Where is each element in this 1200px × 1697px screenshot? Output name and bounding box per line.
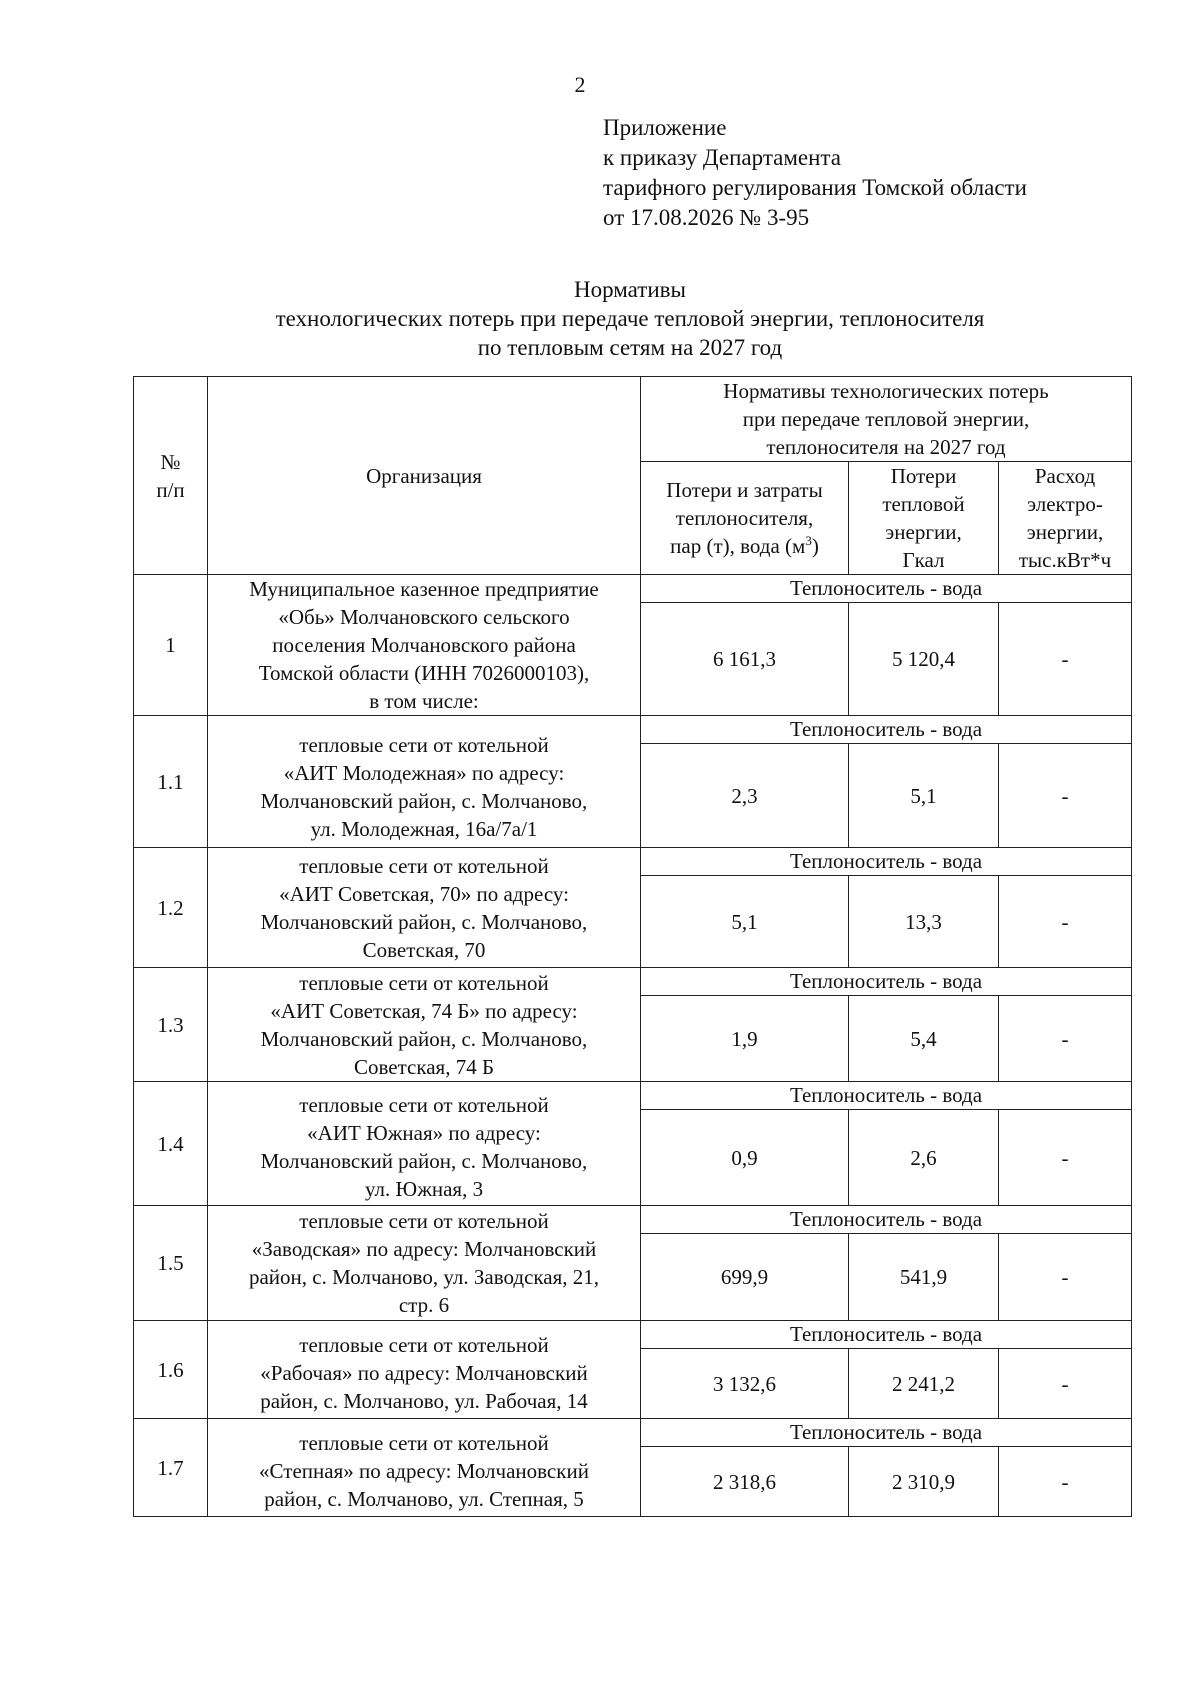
org-line: тепловые сети от котельной [299, 1209, 549, 1233]
org-line: тепловые сети от котельной [299, 1332, 549, 1357]
header-heat-line: энергии, [885, 520, 962, 544]
header-heat-line: Гкал [902, 548, 945, 572]
appendix-block [603, 113, 1027, 233]
row-number: 1.4 [134, 1082, 208, 1206]
organization-cell [208, 968, 641, 1082]
organization-cell [208, 848, 641, 968]
title-line: Нормативы [574, 277, 686, 302]
table-row [134, 968, 1132, 996]
org-line: тепловые сети от котельной [299, 970, 549, 995]
organization-cell [208, 1206, 641, 1321]
power-value: - [999, 1110, 1132, 1206]
org-line: «АИТ Южная» по адресу: [307, 1120, 541, 1145]
appendix-line: от 17.08.2026 № 3-95 [603, 205, 810, 230]
table-row [134, 1321, 1132, 1349]
header-num-line: № [160, 449, 181, 474]
document-title [130, 275, 1130, 362]
power-value: - [999, 876, 1132, 968]
organization-cell [208, 716, 641, 848]
org-line: Советская, 74 Б [353, 1054, 495, 1079]
header-group-line: при передаче тепловой энергии, [742, 407, 1030, 431]
organization-cell [208, 1419, 641, 1517]
header-power-line: энергии, [1026, 520, 1104, 544]
row-number: 1 [134, 575, 208, 716]
header-power-line: тыс.кВт*ч [1018, 548, 1112, 572]
org-line: стр. 6 [398, 1293, 450, 1317]
organization-cell [208, 1082, 641, 1206]
coolant-loss-value: 2 318,6 [641, 1447, 849, 1517]
heat-loss-value: 2 241,2 [849, 1349, 999, 1419]
header-loss-line: теплоносителя, [675, 506, 814, 530]
coolant-loss-value: 6 161,3 [641, 603, 849, 716]
org-line: тепловые сети от котельной [299, 1092, 549, 1117]
org-line: ул. Молодежная, 16а/7а/1 [310, 816, 538, 841]
header-loss-line: Потери и затраты [666, 478, 823, 502]
row-number: 1.3 [134, 968, 208, 1082]
header-heat-line: тепловой [882, 492, 965, 516]
header-power-line: Расход [1034, 464, 1096, 488]
coolant-type: Теплоноситель - вода [641, 848, 1132, 876]
row-number: 1.1 [134, 716, 208, 848]
org-line: тепловые сети от котельной [299, 1430, 549, 1455]
org-line: поселения Молчановского района [272, 633, 576, 657]
coolant-loss-value: 5,1 [641, 876, 849, 968]
power-value: - [999, 603, 1132, 716]
org-line: в том числе: [369, 689, 479, 713]
coolant-type: Теплоноситель - вода [641, 1206, 1132, 1234]
row-number: 1.6 [134, 1321, 208, 1419]
appendix-line: тарифного регулирования Томской области [603, 175, 1027, 200]
appendix-line: Приложение [603, 115, 727, 140]
org-line: Советская, 70 [362, 937, 486, 962]
header-loss-line: пар (т), вода $(м^3)$ [670, 533, 819, 558]
table-row [134, 575, 1132, 603]
org-line: Томской области (ИНН 7026000103), [258, 661, 590, 685]
heat-loss-value: 2 310,9 [849, 1447, 999, 1517]
org-line: район, с. Молчаново, ул. Степная, 5 [264, 1486, 584, 1511]
org-line: «АИТ Советская, 70» по адресу: [279, 881, 569, 906]
table-row [134, 1206, 1132, 1234]
power-value: - [999, 744, 1132, 848]
org-line: Молчановский район, с. Молчаново, [260, 1026, 588, 1051]
power-value: - [999, 1447, 1132, 1517]
header-num-line: п/п [156, 477, 185, 502]
norms-table [133, 376, 1132, 1517]
org-line: Молчановский район, с. Молчаново, [260, 788, 588, 813]
coolant-loss-value: 0,9 [641, 1110, 849, 1206]
coolant-type: Теплоноситель - вода [641, 575, 1132, 603]
org-line: тепловые сети от котельной [299, 853, 549, 878]
row-number: 1.5 [134, 1206, 208, 1321]
header-heat-loss [849, 462, 999, 575]
table-row [134, 716, 1132, 744]
table-row [134, 1419, 1132, 1447]
org-line: «АИТ Советская, 74 Б» по адресу: [270, 998, 578, 1023]
header-coolant-loss [641, 462, 849, 575]
coolant-loss-value: 1,9 [641, 996, 849, 1082]
org-line: Муниципальное казенное предприятие [249, 577, 599, 601]
power-value: - [999, 1234, 1132, 1321]
title-line: по тепловым сетям на 2027 год [477, 335, 783, 360]
row-number: 1.2 [134, 848, 208, 968]
org-line: «АИТ Молодежная» по адресу: [283, 760, 565, 785]
org-line: Молчановский район, с. Молчаново, [260, 1148, 588, 1173]
table-row [134, 1082, 1132, 1110]
power-value: - [999, 996, 1132, 1082]
header-organization: Организация [208, 377, 641, 575]
coolant-loss-value: 3 132,6 [641, 1349, 849, 1419]
heat-loss-value: 2,6 [849, 1110, 999, 1206]
title-line: технологических потерь при передаче тепловой энергии, теплоносителя [275, 306, 985, 331]
org-line: «Обь» Молчановского сельского [278, 605, 570, 629]
table-row [134, 848, 1132, 876]
heat-loss-value: 541,9 [849, 1234, 999, 1321]
heat-loss-value: 5,4 [849, 996, 999, 1082]
header-group-line: теплоносителя на 2027 год [766, 435, 1006, 459]
org-line: «Рабочая» по адресу: Молчановский [260, 1360, 588, 1385]
heat-loss-value: 5 120,4 [849, 603, 999, 716]
header-power-line: электро- [1027, 492, 1103, 516]
org-line: ул. Южная, 3 [364, 1176, 484, 1201]
header-power-consumption [999, 462, 1132, 575]
heat-loss-value: 5,1 [849, 744, 999, 848]
heat-loss-value: 13,3 [849, 876, 999, 968]
organization-cell [208, 1321, 641, 1419]
header-norms-group [641, 377, 1132, 462]
power-value: - [999, 1349, 1132, 1419]
org-line: «Заводская» по адресу: Молчановский [251, 1237, 597, 1261]
superscript-3: 3 [805, 533, 812, 548]
page-number: 2 [574, 72, 586, 97]
coolant-type: Теплоноситель - вода [641, 1321, 1132, 1349]
row-number: 1.7 [134, 1419, 208, 1517]
organization-cell [208, 575, 641, 716]
coolant-type: Теплоноситель - вода [641, 716, 1132, 744]
header-num [134, 377, 208, 575]
appendix-line: к приказу Департамента [603, 145, 841, 170]
coolant-loss-value: 699,9 [641, 1234, 849, 1321]
coolant-type: Теплоноситель - вода [641, 1419, 1132, 1447]
org-line: «Степная» по адресу: Молчановский [259, 1458, 589, 1483]
org-line: район, с. Молчаново, ул. Рабочая, 14 [260, 1388, 588, 1413]
org-line: район, с. Молчаново, ул. Заводская, 21, [248, 1265, 600, 1289]
coolant-type: Теплоноситель - вода [641, 968, 1132, 996]
org-line: Молчановский район, с. Молчаново, [260, 909, 588, 934]
header-group-line: Нормативы технологических потерь [723, 379, 1049, 403]
org-line: тепловые сети от котельной [299, 732, 549, 757]
coolant-type: Теплоноситель - вода [641, 1082, 1132, 1110]
header-heat-line: Потери [890, 464, 957, 488]
coolant-loss-value: 2,3 [641, 744, 849, 848]
